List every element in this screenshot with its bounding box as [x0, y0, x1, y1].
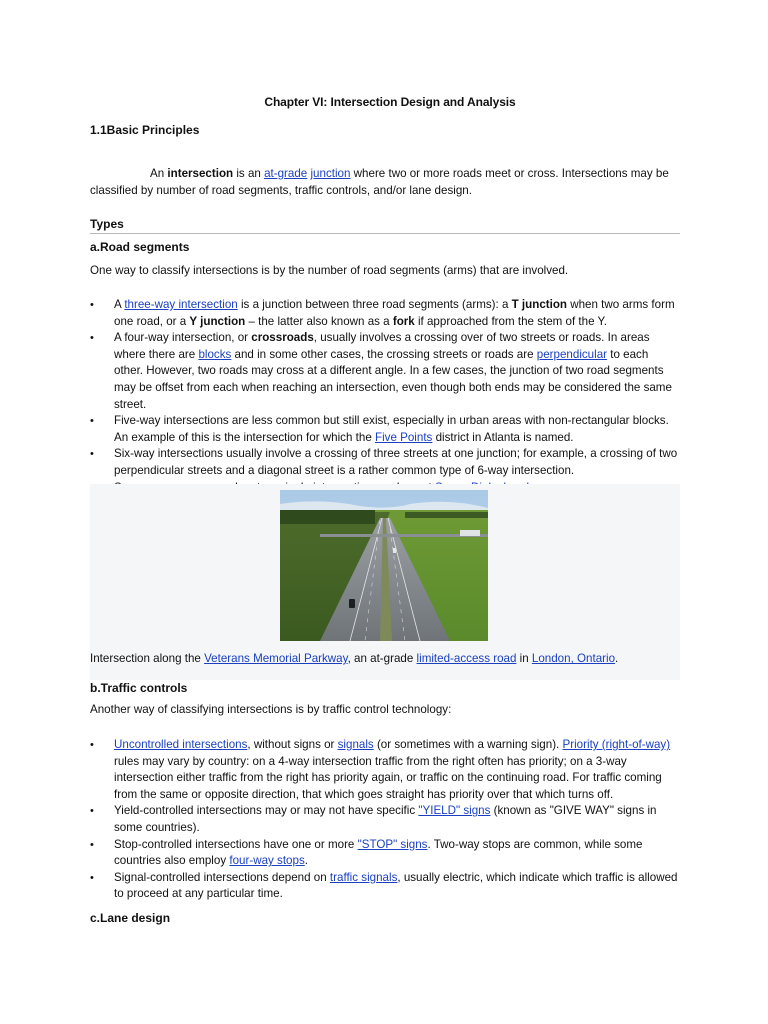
intro-paragraph: [90, 166, 680, 199]
list-item: [90, 330, 680, 413]
list-item: [90, 737, 680, 803]
text: , usually electric, which indicate which traffic is allowed to proceed at any particular time.: [114, 870, 678, 901]
traffic-controls-lead: Another way of classifying intersections is by traffic control technology:: [90, 703, 452, 716]
list-item: [90, 837, 680, 870]
list-item: [90, 297, 680, 330]
link-yield-signs[interactable]: "YIELD" signs: [418, 804, 491, 818]
text: A: [114, 298, 125, 311]
link-three-way-intersection[interactable]: three-way intersection: [124, 298, 238, 311]
link-signals[interactable]: signals: [337, 738, 374, 751]
text: when two arms form one road, or a: [114, 298, 675, 328]
text: A four-way intersection, or: [114, 331, 252, 345]
chapter-title: Chapter VI: Intersection Design and Analysis: [264, 95, 516, 109]
text: . Two-way stops are common, while some countries also employ: [114, 837, 643, 868]
list-item: [90, 446, 680, 479]
types-divider: [90, 233, 680, 234]
term-crossroads: crossroads: [251, 331, 314, 345]
link-junction[interactable]: junction: [310, 167, 351, 180]
link-at-grade[interactable]: at-grade: [264, 167, 308, 180]
text: Signal-controlled intersections depend on: [114, 870, 330, 884]
text: Six-way intersections usually involve a crossing of three streets at one junction; for example, a crossing of two perpendicular streets and a diagonal street is a rather common type of 6-way intersection.: [114, 447, 678, 477]
text: where two or more roads meet or cross. Intersections may be classified by number of road segments, traffic controls, and/or lane design.: [90, 167, 669, 197]
link-veterans-memorial-parkway[interactable]: Veterans Memorial Parkway: [204, 652, 348, 665]
text: – the latter also known as a: [245, 314, 393, 328]
text: , without signs or: [247, 738, 338, 751]
text: district in Atlanta is named.: [432, 430, 574, 444]
link-stop-signs[interactable]: "STOP" signs: [357, 837, 428, 851]
text: (or sometimes with a warning sign).: [373, 738, 563, 751]
text: if approached from the stem of the Y.: [414, 314, 608, 328]
text: is a junction between three road segments (arms): a: [237, 298, 512, 311]
text: to each other. However, two roads may cross at a different angle. In a few cases, the junction of two road segments may be offset from each when reaching an intersection, even though both ends may be considered the same street.: [114, 347, 672, 411]
term-fork: fork: [392, 314, 415, 328]
text: , an at-grade: [347, 652, 417, 665]
traffic-controls-heading: b.Traffic controls: [90, 681, 188, 695]
text: Stop-controlled intersections have one or more: [114, 837, 358, 851]
figure-caption: [90, 651, 680, 668]
link-perpendicular[interactable]: perpendicular: [536, 347, 608, 361]
road-segments-list: [90, 297, 680, 496]
term-t-junction: T junction: [511, 298, 568, 311]
road-segments-heading: a.Road segments: [90, 240, 190, 254]
text: in: [516, 652, 532, 665]
text: (known as "GIVE WAY" signs in some countries).: [114, 804, 657, 834]
link-five-points[interactable]: Five Points: [375, 430, 433, 444]
highway-photo[interactable]: [280, 490, 488, 641]
link-traffic-signals[interactable]: traffic signals: [329, 870, 398, 884]
text: .: [304, 854, 308, 868]
link-priority-right-of-way[interactable]: Priority (right-of-way): [562, 738, 671, 751]
text: Five-way intersections are less common but still exist, especially in urban areas with non-rectangular blocks. An example of this is the intersection for which the: [114, 414, 669, 444]
text: An: [150, 167, 168, 180]
road-segments-lead: One way to classify intersections is by the number of road segments (arms) that are involved.: [90, 264, 569, 277]
text: Intersection along the: [90, 652, 205, 665]
text: Yield-controlled intersections may or may not have specific: [114, 804, 419, 818]
link-blocks[interactable]: blocks: [198, 347, 232, 361]
traffic-controls-list: [90, 737, 680, 903]
link-london-ontario[interactable]: London, Ontario: [531, 652, 616, 665]
text: , usually involves a crossing over of two streets or roads. In areas where there are: [114, 331, 650, 361]
link-four-way-stops[interactable]: four-way stops: [229, 854, 305, 868]
lane-design-heading: c.Lane design: [90, 911, 171, 925]
list-item: [90, 803, 680, 836]
section-heading: 1.1Basic Principles: [90, 123, 200, 137]
types-heading: Types: [90, 217, 124, 231]
link-uncontrolled-intersections[interactable]: Uncontrolled intersections: [114, 738, 248, 751]
term-y-junction: Y junction: [189, 314, 246, 328]
figure-box: [90, 484, 680, 680]
list-item: [90, 870, 680, 903]
text: is an: [233, 167, 265, 180]
text: and in some other cases, the crossing streets or roads are: [231, 347, 537, 361]
term-intersection: intersection: [167, 167, 234, 180]
photo-illustration: [280, 490, 488, 641]
text: rules may vary by country: on a 4-way intersection traffic from the right often has priority; on a 3-way intersection either traffic from the right has priority again, or traffic on the continuing road. For traffic coming from the same or opposite direction, that which goes straight has priority over that which turns off.: [114, 754, 662, 801]
text: .: [615, 652, 619, 665]
link-limited-access-road[interactable]: limited-access road: [416, 652, 517, 665]
list-item: [90, 413, 680, 446]
